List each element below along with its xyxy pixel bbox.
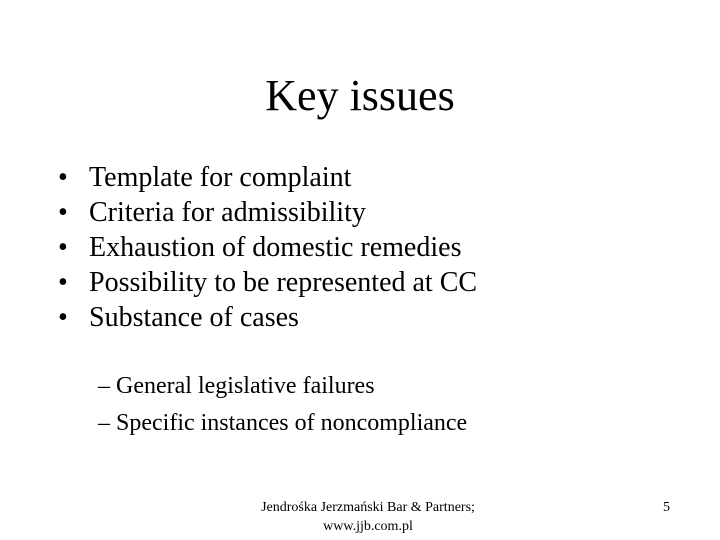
bullet-item xyxy=(58,265,477,300)
bullet-text: Template for complaint xyxy=(89,162,352,193)
slide-footer xyxy=(232,498,504,536)
sub-bullet-item: – Specific instances of noncompliance xyxy=(98,410,468,436)
bullet-item xyxy=(58,195,477,230)
bullet-item xyxy=(58,230,477,265)
footer-website: www.jjb.com.pl xyxy=(323,519,413,534)
bullet-text: Possibility to be represented at CC xyxy=(89,267,478,298)
sub-bullet-list xyxy=(98,368,467,442)
bullet-text: Substance of cases xyxy=(89,302,299,333)
slide-title: Key issues xyxy=(265,71,455,120)
bullet-dot-icon: • xyxy=(58,302,68,333)
sub-bullet-item: – General legislative failures xyxy=(98,373,375,399)
page-number: 5 xyxy=(663,500,670,515)
bullet-item xyxy=(58,300,477,335)
bullet-dot-icon: • xyxy=(58,197,68,228)
bullet-text: Exhaustion of domestic remedies xyxy=(89,232,462,263)
bullet-dot-icon: • xyxy=(58,162,68,193)
bullet-text: Criteria for admissibility xyxy=(89,197,366,228)
bullet-dot-icon: • xyxy=(58,267,68,298)
bullet-item xyxy=(58,160,477,195)
bullet-list xyxy=(58,160,477,335)
footer-company: Jendrośka Jerzmański Bar & Partners; xyxy=(261,500,475,515)
bullet-dot-icon: • xyxy=(58,232,68,263)
